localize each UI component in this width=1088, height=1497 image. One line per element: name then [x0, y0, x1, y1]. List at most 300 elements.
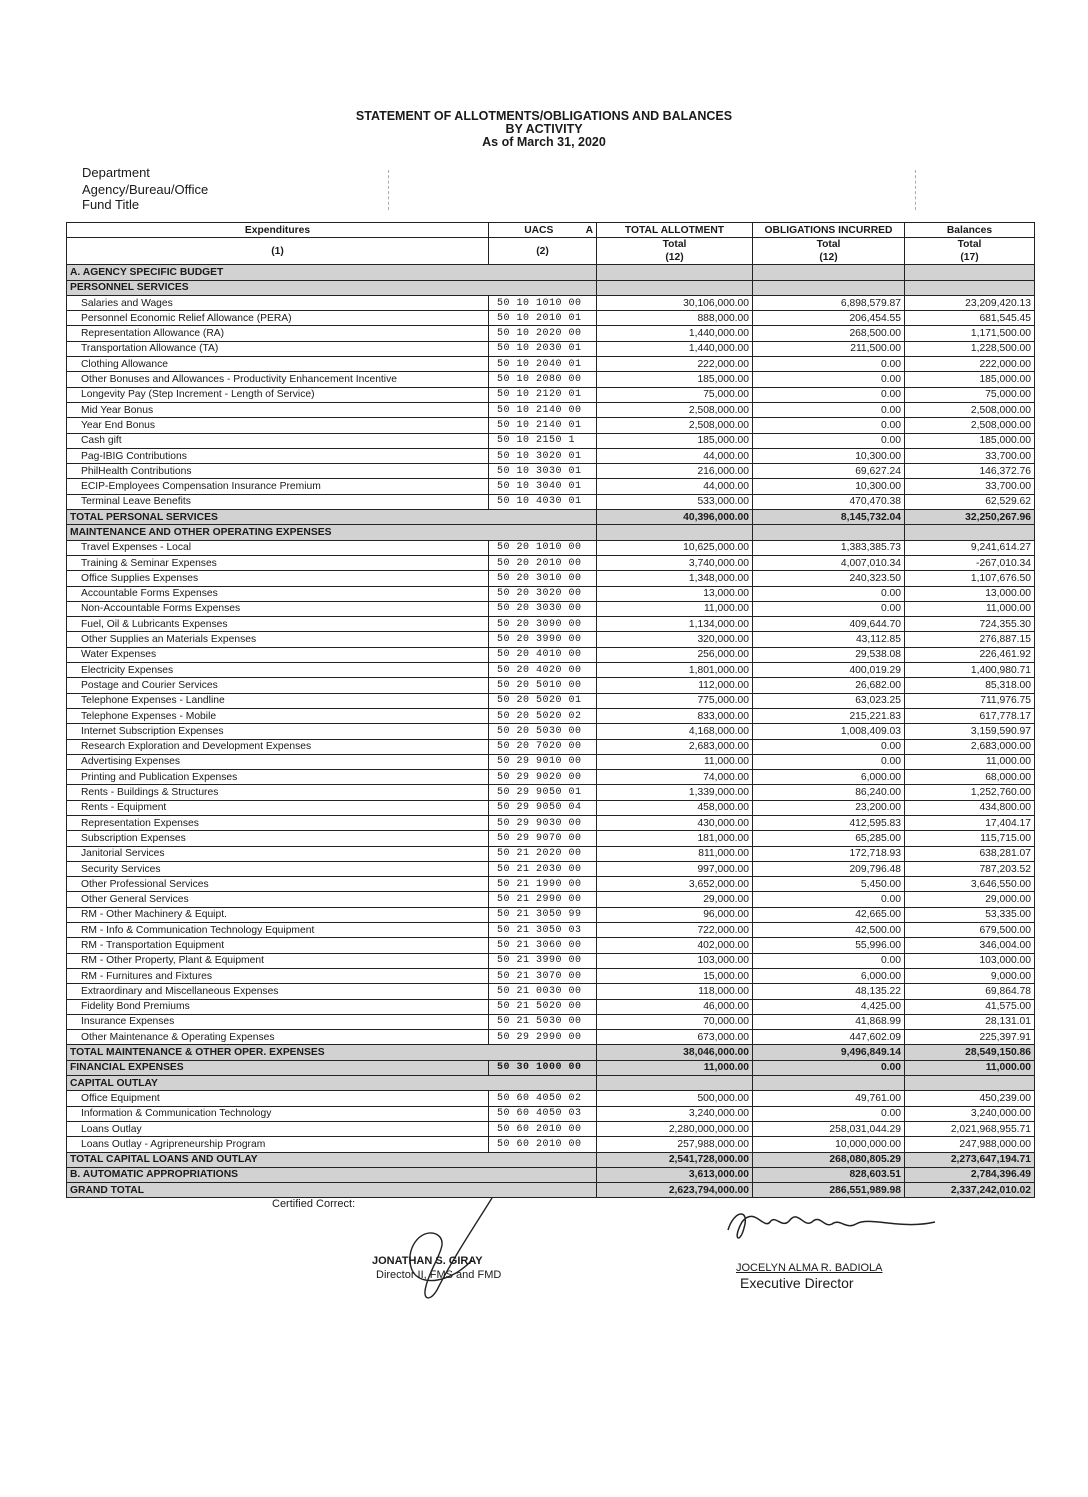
table-row: [67, 846, 1035, 861]
allotment-value: 44,000.00: [597, 479, 753, 494]
uacs-code: 50 29 9010 00: [489, 754, 597, 769]
balance-value: 69,864.78: [905, 984, 1035, 999]
table-row: [67, 341, 1035, 356]
allotment-value: 888,000.00: [597, 311, 753, 326]
expenditure-name: Accountable Forms Expenses: [67, 586, 489, 601]
obligation-value: 0.00: [753, 953, 905, 968]
table-row: [67, 311, 1035, 326]
uacs-code: 50 60 2010 00: [489, 1121, 597, 1136]
uacs-code: 50 20 5020 02: [489, 708, 597, 723]
balance-value: 276,887.15: [905, 632, 1035, 647]
header-total-allotment: TOTAL ALLOTMENT: [597, 223, 753, 238]
allotment-value: 15,000.00: [597, 968, 753, 983]
obligation-value: 215,221.83: [753, 708, 905, 723]
balance-value: 1,171,500.00: [905, 326, 1035, 341]
total-mooe-label: TOTAL MAINTENANCE & OTHER OPER. EXPENSES: [67, 1045, 597, 1060]
balance-value: 146,372.76: [905, 464, 1035, 479]
expenditure-name: Janitorial Services: [67, 846, 489, 861]
fe-allotment: 11,000.00: [597, 1060, 753, 1075]
expenditure-name: ECIP-Employees Compensation Insurance Premium: [67, 479, 489, 494]
total-co-allotment: 2,541,728,000.00: [597, 1152, 753, 1167]
uacs-code: 50 21 3070 00: [489, 968, 597, 983]
total-ps-balance: 32,250,267.96: [905, 510, 1035, 525]
allotment-value: 3,740,000.00: [597, 555, 753, 570]
allotment-value: 256,000.00: [597, 647, 753, 662]
obligation-value: 409,644.70: [753, 617, 905, 632]
balance-value: 9,241,614.27: [905, 540, 1035, 555]
table-row: [67, 402, 1035, 417]
obligation-value: 1,008,409.03: [753, 724, 905, 739]
uacs-code: 50 21 0030 00: [489, 984, 597, 999]
balance-value: 28,131.01: [905, 1014, 1035, 1029]
auto-allotment: 3,613,000.00: [597, 1167, 753, 1182]
right-signatory-title: Executive Director: [740, 1275, 854, 1291]
obligation-value: 0.00: [753, 586, 905, 601]
header-col-1: (1): [67, 238, 489, 265]
expenditure-name: Water Expenses: [67, 647, 489, 662]
allotment-value: 13,000.00: [597, 586, 753, 601]
grand-balance: 2,337,242,010.02: [905, 1183, 1035, 1198]
total-ps-label: TOTAL PERSONAL SERVICES: [67, 510, 597, 525]
balance-value: 103,000.00: [905, 953, 1035, 968]
table-row: [67, 464, 1035, 479]
expenditure-name: Internet Subscription Expenses: [67, 724, 489, 739]
section-capital-outlay: CAPITAL OUTLAY: [67, 1076, 597, 1091]
allotment-value: 4,168,000.00: [597, 724, 753, 739]
total-mooe-obligations: 9,496,849.14: [753, 1045, 905, 1060]
obligation-value: 0.00: [753, 357, 905, 372]
uacs-code: 50 10 3030 01: [489, 464, 597, 479]
balance-value: 225,397.91: [905, 1030, 1035, 1045]
uacs-code: 50 20 2010 00: [489, 555, 597, 570]
allotment-value: 1,440,000.00: [597, 341, 753, 356]
balance-value: 3,646,550.00: [905, 877, 1035, 892]
allotment-value: 222,000.00: [597, 357, 753, 372]
expenditure-name: Other General Services: [67, 892, 489, 907]
header-expenditures: Expenditures: [67, 223, 489, 238]
table-row: [67, 938, 1035, 953]
expenditure-name: Salaries and Wages: [67, 295, 489, 310]
expenditure-name: Mid Year Bonus: [67, 402, 489, 417]
expenditure-name: Representation Expenses: [67, 815, 489, 830]
balance-value: 33,700.00: [905, 448, 1035, 463]
section-personnel: PERSONNEL SERVICES: [67, 280, 597, 295]
obligation-value: 5,450.00: [753, 877, 905, 892]
allotment-value: 10,625,000.00: [597, 540, 753, 555]
balance-value: 85,318.00: [905, 678, 1035, 693]
uacs-code: 50 20 5030 00: [489, 724, 597, 739]
uacs-code: 50 10 2140 01: [489, 418, 597, 433]
expenditure-name: Transportation Allowance (TA): [67, 341, 489, 356]
table-row: [67, 953, 1035, 968]
table-row: [67, 326, 1035, 341]
obligation-value: 41,868.99: [753, 1014, 905, 1029]
table-row: [67, 678, 1035, 693]
total-co-label: TOTAL CAPITAL LOANS AND OUTLAY: [67, 1152, 597, 1167]
expenditure-name: Telephone Expenses - Landline: [67, 693, 489, 708]
allotment-value: 70,000.00: [597, 1014, 753, 1029]
section-financial: FINANCIAL EXPENSES: [67, 1060, 489, 1075]
header-balances: Balances: [905, 223, 1035, 238]
allotment-value: 185,000.00: [597, 433, 753, 448]
obligation-value: 206,454.55: [753, 311, 905, 326]
header-total: Total (12): [597, 238, 753, 265]
obligation-value: 10,000,000.00: [753, 1137, 905, 1152]
expenditure-name: Office Supplies Expenses: [67, 571, 489, 586]
obligation-value: 0.00: [753, 418, 905, 433]
fe-balance: 11,000.00: [905, 1060, 1035, 1075]
divider: [915, 170, 917, 210]
balance-value: 3,159,590.97: [905, 724, 1035, 739]
expenditure-name: Other Bonuses and Allowances - Productivity Enhancement Incentive: [67, 372, 489, 387]
table-row: [67, 555, 1035, 570]
table-row: [67, 724, 1035, 739]
total-co-balance: 2,273,647,194.71: [905, 1152, 1035, 1167]
obligation-value: 55,996.00: [753, 938, 905, 953]
expenditure-name: Representation Allowance (RA): [67, 326, 489, 341]
expenditure-name: RM - Furnitures and Fixtures: [67, 968, 489, 983]
balance-value: 226,461.92: [905, 647, 1035, 662]
allotment-value: 2,508,000.00: [597, 418, 753, 433]
balance-value: 11,000.00: [905, 754, 1035, 769]
uacs-code: 50 21 3050 03: [489, 923, 597, 938]
allotment-value: 11,000.00: [597, 754, 753, 769]
table-row: [67, 357, 1035, 372]
balance-value: 75,000.00: [905, 387, 1035, 402]
expenditure-name: Fidelity Bond Premiums: [67, 999, 489, 1014]
uacs-code: 50 20 3990 00: [489, 632, 597, 647]
expenditure-name: Fuel, Oil & Lubricants Expenses: [67, 617, 489, 632]
uacs-code: 50 10 4030 01: [489, 494, 597, 509]
table-row: [67, 1137, 1035, 1152]
allotment-value: 430,000.00: [597, 815, 753, 830]
allotment-value: 533,000.00: [597, 494, 753, 509]
balance-value: 53,335.00: [905, 907, 1035, 922]
allotment-value: 112,000.00: [597, 678, 753, 693]
obligation-value: 26,682.00: [753, 678, 905, 693]
expenditure-name: Insurance Expenses: [67, 1014, 489, 1029]
balance-value: 2,021,968,955.71: [905, 1121, 1035, 1136]
table-row: [67, 708, 1035, 723]
obligation-value: 49,761.00: [753, 1091, 905, 1106]
balance-value: 29,000.00: [905, 892, 1035, 907]
uacs-code: 50 21 5030 00: [489, 1014, 597, 1029]
uacs-code: 50 20 4020 00: [489, 663, 597, 678]
obligation-value: 65,285.00: [753, 831, 905, 846]
obligation-value: 0.00: [753, 372, 905, 387]
expenditure-name: Travel Expenses - Local: [67, 540, 489, 555]
balance-value: 2,508,000.00: [905, 418, 1035, 433]
table-row: [67, 907, 1035, 922]
obligation-value: 0.00: [753, 739, 905, 754]
uacs-code: 50 21 3990 00: [489, 953, 597, 968]
obligation-value: 6,000.00: [753, 770, 905, 785]
allotment-value: 44,000.00: [597, 448, 753, 463]
allotment-value: 118,000.00: [597, 984, 753, 999]
balance-value: 247,988,000.00: [905, 1137, 1035, 1152]
fe-obligations: 0.00: [753, 1060, 905, 1075]
balance-value: 13,000.00: [905, 586, 1035, 601]
allotment-value: 103,000.00: [597, 953, 753, 968]
allotment-value: 2,683,000.00: [597, 739, 753, 754]
report-date: As of March 31, 2020: [482, 135, 606, 149]
balance-value: 1,107,676.50: [905, 571, 1035, 586]
balance-value: 11,000.00: [905, 601, 1035, 616]
table-row: [67, 632, 1035, 647]
obligation-value: 268,500.00: [753, 326, 905, 341]
uacs-code: 50 60 4050 03: [489, 1106, 597, 1121]
allotment-value: 1,339,000.00: [597, 785, 753, 800]
table-row: [67, 1091, 1035, 1106]
obligation-value: 29,538.08: [753, 647, 905, 662]
balance-value: 41,575.00: [905, 999, 1035, 1014]
expenditure-name: Printing and Publication Expenses: [67, 770, 489, 785]
balance-value: 3,240,000.00: [905, 1106, 1035, 1121]
allotment-value: 1,134,000.00: [597, 617, 753, 632]
uacs-code: 50 21 1990 00: [489, 877, 597, 892]
balance-value: 679,500.00: [905, 923, 1035, 938]
obligation-value: 0.00: [753, 754, 905, 769]
expenditure-name: RM - Transportation Equipment: [67, 938, 489, 953]
uacs-code: 50 60 2010 00: [489, 1137, 597, 1152]
section-mooe: MAINTENANCE AND OTHER OPERATING EXPENSES: [67, 525, 597, 540]
table-row: [67, 1106, 1035, 1121]
signature-left: [392, 1190, 512, 1310]
allotment-table: [66, 222, 1035, 1198]
fund-title-label: Fund Title: [82, 197, 140, 212]
allotment-value: 2,508,000.00: [597, 402, 753, 417]
table-row: [67, 617, 1035, 632]
allotment-value: 500,000.00: [597, 1091, 753, 1106]
obligation-value: 4,425.00: [753, 999, 905, 1014]
table-row: [67, 1014, 1035, 1029]
uacs-code: 50 29 9050 04: [489, 800, 597, 815]
allotment-value: 402,000.00: [597, 938, 753, 953]
uacs-code: 50 20 3010 00: [489, 571, 597, 586]
expenditure-name: Office Equipment: [67, 1091, 489, 1106]
expenditure-name: PhilHealth Contributions: [67, 464, 489, 479]
total-mooe-allotment: 38,046,000.00: [597, 1045, 753, 1060]
obligation-value: 23,200.00: [753, 800, 905, 815]
balance-value: 450,239.00: [905, 1091, 1035, 1106]
allotment-value: 46,000.00: [597, 999, 753, 1014]
table-row: [67, 754, 1035, 769]
uacs-code: 50 30 1000 00: [489, 1060, 597, 1075]
table-row: [67, 968, 1035, 983]
obligation-value: 470,470.38: [753, 494, 905, 509]
uacs-code: 50 10 2140 00: [489, 402, 597, 417]
allotment-value: 775,000.00: [597, 693, 753, 708]
department-label: Department: [82, 165, 150, 180]
balance-value: 17,404.17: [905, 815, 1035, 830]
table-row: [67, 586, 1035, 601]
obligation-value: 10,300.00: [753, 479, 905, 494]
balance-value: 724,355.30: [905, 617, 1035, 632]
uacs-code: 50 10 2010 01: [489, 311, 597, 326]
expenditure-name: Non-Accountable Forms Expenses: [67, 601, 489, 616]
uacs-code: 50 20 1010 00: [489, 540, 597, 555]
left-signatory-title: Director II, FMS and FMD: [376, 1269, 502, 1281]
allotment-value: 1,801,000.00: [597, 663, 753, 678]
allotment-value: 1,348,000.00: [597, 571, 753, 586]
right-signatory-name: JOCELYN ALMA R. BADIOLA: [736, 1262, 883, 1274]
allotment-value: 3,652,000.00: [597, 877, 753, 892]
table-row: [67, 540, 1035, 555]
expenditure-name: Extraordinary and Miscellaneous Expenses: [67, 984, 489, 999]
balance-value: 1,400,980.71: [905, 663, 1035, 678]
table-row: [67, 448, 1035, 463]
obligation-value: 42,500.00: [753, 923, 905, 938]
expenditure-name: Clothing Allowance: [67, 357, 489, 372]
obligation-value: 172,718.93: [753, 846, 905, 861]
expenditure-name: RM - Info & Communication Technology Equipment: [67, 923, 489, 938]
expenditure-name: Security Services: [67, 861, 489, 876]
table-row: [67, 770, 1035, 785]
obligation-value: 86,240.00: [753, 785, 905, 800]
allotment-value: 811,000.00: [597, 846, 753, 861]
expenditure-name: Training & Seminar Expenses: [67, 555, 489, 570]
obligation-value: 0.00: [753, 1106, 905, 1121]
obligation-value: 258,031,044.29: [753, 1121, 905, 1136]
divider: [388, 170, 390, 210]
allotment-value: 673,000.00: [597, 1030, 753, 1045]
balance-value: 787,203.52: [905, 861, 1035, 876]
allotment-value: 11,000.00: [597, 601, 753, 616]
balance-value: 681,545.45: [905, 311, 1035, 326]
expenditure-name: Research Exploration and Development Expenses: [67, 739, 489, 754]
obligation-value: 63,023.25: [753, 693, 905, 708]
left-signatory-name: JONATHAN S. GIRAY: [372, 1255, 483, 1267]
table-row: [67, 877, 1035, 892]
balance-value: 346,004.00: [905, 938, 1035, 953]
total-co-obligations: 268,080,805.29: [753, 1152, 905, 1167]
table-row: [67, 923, 1035, 938]
obligation-value: 0.00: [753, 402, 905, 417]
uacs-code: 50 10 3020 01: [489, 448, 597, 463]
table-row: [67, 295, 1035, 310]
uacs-code: 50 29 9030 00: [489, 815, 597, 830]
obligation-value: 69,627.24: [753, 464, 905, 479]
uacs-code: 50 29 9020 00: [489, 770, 597, 785]
obligation-value: 0.00: [753, 433, 905, 448]
uacs-code: 50 20 5010 00: [489, 678, 597, 693]
expenditure-name: Rents - Buildings & Structures: [67, 785, 489, 800]
obligation-value: 400,019.29: [753, 663, 905, 678]
expenditure-name: Other Maintenance & Operating Expenses: [67, 1030, 489, 1045]
allotment-value: 30,106,000.00: [597, 295, 753, 310]
allotment-value: 216,000.00: [597, 464, 753, 479]
expenditure-name: Longevity Pay (Step Increment - Length of Service): [67, 387, 489, 402]
table-row: [67, 831, 1035, 846]
uacs-code: 50 21 5020 00: [489, 999, 597, 1014]
table-row: [67, 494, 1035, 509]
uacs-code: 50 29 9070 00: [489, 831, 597, 846]
obligation-value: 48,135.22: [753, 984, 905, 999]
expenditure-name: RM - Other Property, Plant & Equipment: [67, 953, 489, 968]
allotment-value: 997,000.00: [597, 861, 753, 876]
expenditure-name: Electricity Expenses: [67, 663, 489, 678]
expenditure-name: Cash gift: [67, 433, 489, 448]
allotment-value: 96,000.00: [597, 907, 753, 922]
allotment-value: 1,440,000.00: [597, 326, 753, 341]
expenditure-name: RM - Other Machinery & Equipt.: [67, 907, 489, 922]
balance-value: 9,000.00: [905, 968, 1035, 983]
uacs-code: 50 21 3050 99: [489, 907, 597, 922]
expenditure-name: Information & Communication Technology: [67, 1106, 489, 1121]
obligation-value: 412,595.83: [753, 815, 905, 830]
report-subtitle: BY ACTIVITY: [505, 122, 583, 136]
allotment-value: 3,240,000.00: [597, 1106, 753, 1121]
allotment-value: 185,000.00: [597, 372, 753, 387]
balance-value: 185,000.00: [905, 433, 1035, 448]
allotment-value: 29,000.00: [597, 892, 753, 907]
balance-value: 222,000.00: [905, 357, 1035, 372]
balance-value: 2,683,000.00: [905, 739, 1035, 754]
uacs-code: 50 10 2150 1: [489, 433, 597, 448]
uacs-code: 50 10 3040 01: [489, 479, 597, 494]
table-row: [67, 418, 1035, 433]
allotment-value: 74,000.00: [597, 770, 753, 785]
uacs-code: 50 20 4010 00: [489, 647, 597, 662]
table-row: [67, 739, 1035, 754]
table-row: [67, 1121, 1035, 1136]
total-ps-obligations: 8,145,732.04: [753, 510, 905, 525]
uacs-code: 50 21 2990 00: [489, 892, 597, 907]
auto-balance: 2,784,396.49: [905, 1167, 1035, 1182]
allotment-value: 722,000.00: [597, 923, 753, 938]
uacs-code: 50 20 5020 01: [489, 693, 597, 708]
obligation-value: 4,007,010.34: [753, 555, 905, 570]
balance-value: 638,281.07: [905, 846, 1035, 861]
balance-value: 2,508,000.00: [905, 402, 1035, 417]
obligation-value: 211,500.00: [753, 341, 905, 356]
obligation-value: 1,383,385.73: [753, 540, 905, 555]
allotment-value: 833,000.00: [597, 708, 753, 723]
table-row: [67, 433, 1035, 448]
uacs-code: 50 21 2030 00: [489, 861, 597, 876]
obligation-value: 240,323.50: [753, 571, 905, 586]
uacs-code: 50 20 3030 00: [489, 601, 597, 616]
expenditure-name: Loans Outlay - Agripreneurship Program: [67, 1137, 489, 1152]
grand-total-label: GRAND TOTAL: [67, 1183, 597, 1198]
allotment-value: 2,280,000,000.00: [597, 1121, 753, 1136]
total-mooe-balance: 28,549,150.86: [905, 1045, 1035, 1060]
uacs-code: 50 20 3090 00: [489, 617, 597, 632]
header-obligations: OBLIGATIONS INCURRED: [753, 223, 905, 238]
balance-value: 115,715.00: [905, 831, 1035, 846]
balance-value: 1,228,500.00: [905, 341, 1035, 356]
uacs-code: 50 21 3060 00: [489, 938, 597, 953]
balance-value: 711,976.75: [905, 693, 1035, 708]
table-row: [67, 663, 1035, 678]
balance-value: 1,252,760.00: [905, 785, 1035, 800]
header-uacs: UACS A: [489, 223, 597, 238]
signature-right: [720, 1200, 950, 1260]
expenditure-name: Loans Outlay: [67, 1121, 489, 1136]
table-row: [67, 387, 1035, 402]
uacs-code: 50 10 2030 01: [489, 341, 597, 356]
grand-obligations: 286,551,989.98: [753, 1183, 905, 1198]
obligation-value: 0.00: [753, 387, 905, 402]
table-row: [67, 999, 1035, 1014]
expenditure-name: Personnel Economic Relief Allowance (PERA): [67, 311, 489, 326]
balance-value: 185,000.00: [905, 372, 1035, 387]
expenditure-name: Terminal Leave Benefits: [67, 494, 489, 509]
table-row: [67, 1030, 1035, 1045]
table-row: [67, 984, 1035, 999]
table-row: [67, 785, 1035, 800]
table-row: [67, 372, 1035, 387]
